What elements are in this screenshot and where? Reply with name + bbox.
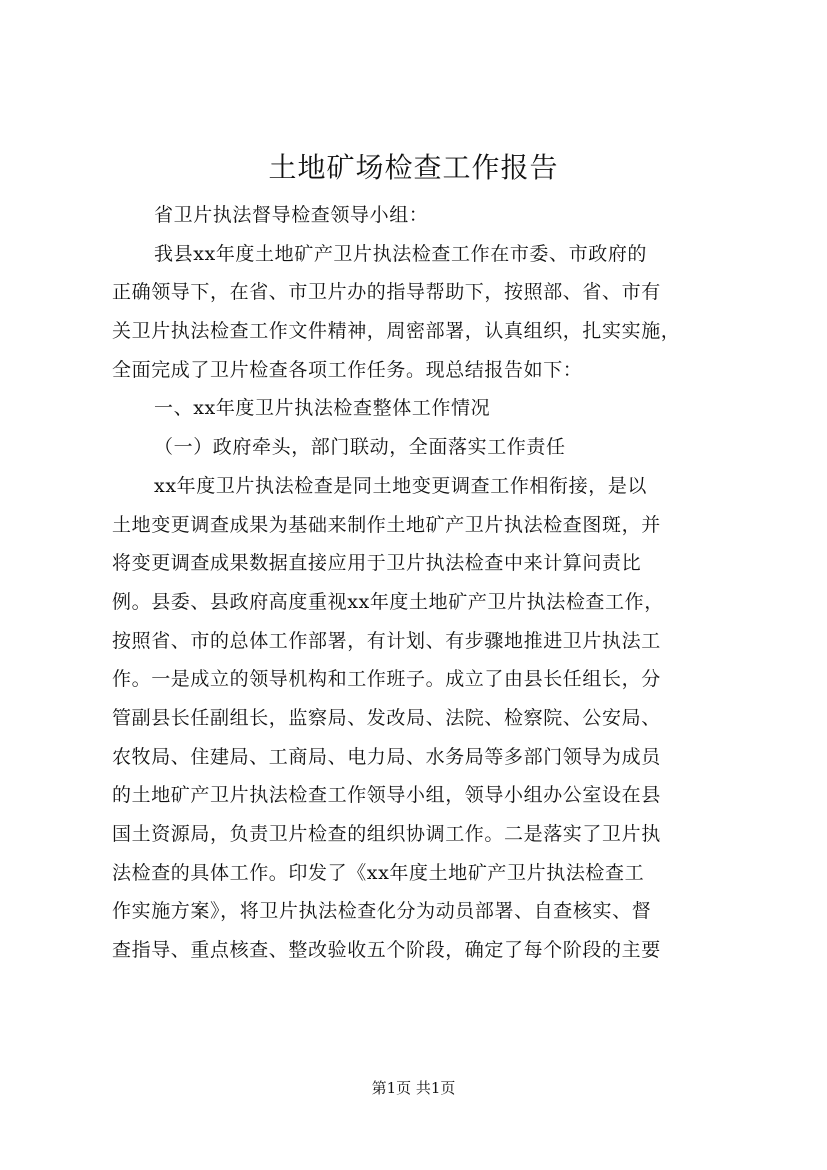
paragraph-line: 例。县委、县政府高度重视xx年度土地矿产卫片执法检查工作， (112, 590, 664, 613)
paragraph-line: 管副县长任副组长，监察局、发改局、法院、检察院、公安局、 (112, 706, 661, 729)
page-number-footer: 第1页 共1页 (371, 1079, 456, 1097)
section-heading: 一、xx年度卫片执法检查整体工作情况 (154, 397, 491, 420)
paragraph-line: 我县xx年度土地矿产卫片执法检查工作在市委、市政府的 (154, 242, 648, 265)
paragraph-line: 农牧局、住建局、工商局、电力局、水务局等多部门领导为成员 (112, 745, 661, 768)
paragraph-line: 查指导、重点核查、整改验收五个阶段，确定了每个阶段的主要 (112, 939, 661, 962)
paragraph-line: 国土资源局，负责卫片检查的组织协调工作。二是落实了卫片执 (112, 823, 661, 845)
paragraph-line: 法检查的具体工作。印发了《xx年度土地矿产卫片执法检查工 (112, 861, 645, 884)
paragraph-line: 将变更调查成果数据直接应用于卫片执法检查中来计算问责比 (112, 552, 642, 575)
paragraph-line: 关卫片执法检查工作文件精神，周密部署，认真组织，扎实实施， (112, 320, 681, 343)
subsection-heading: （一）政府牵头，部门联动，全面落实工作责任 (154, 436, 566, 459)
paragraph-line: xx年度卫片执法检查是同土地变更调查工作相衔接，是以 (154, 474, 648, 497)
document-body (112, 196, 732, 970)
paragraph-line: 的土地矿产卫片执法检查工作领导小组，领导小组办公室设在县 (112, 784, 661, 807)
paragraph-line: 正确领导下，在省、市卫片办的指导帮助下，按照部、省、市有 (112, 281, 661, 304)
paragraph-line: 作实施方案》，将卫片执法检查化分为动员部署、自查核实、督 (112, 900, 652, 923)
paragraph-line: 作。一是成立的领导机构和工作班子。成立了由县长任组长，分 (112, 668, 661, 691)
salutation-line: 省卫片执法督导检查领导小组： (154, 204, 429, 226)
paragraph-line: 按照省、市的总体工作部署，有计划、有步骤地推进卫片执法工 (112, 629, 661, 652)
paragraph-line: 土地变更调查成果为基础来制作土地矿产卫片执法检查图斑，并 (112, 513, 661, 536)
paragraph-line: 全面完成了卫片检查各项工作任务。现总结报告如下： (112, 358, 583, 381)
document-title: 土地矿场检查工作报告 (268, 151, 559, 184)
